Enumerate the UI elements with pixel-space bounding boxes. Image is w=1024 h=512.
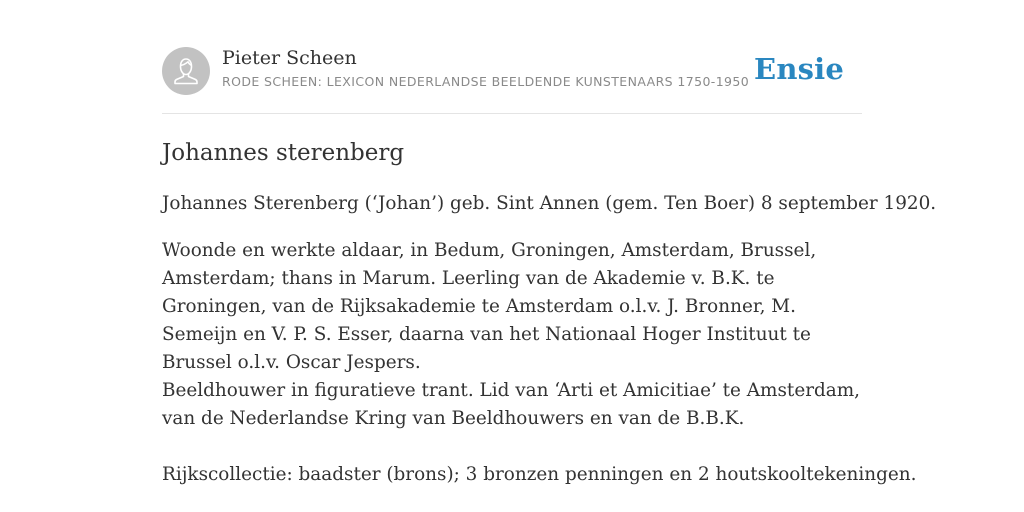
user-silhouette-icon <box>162 47 210 95</box>
article-paragraph: Rijkscollectie: baadster (brons); 3 bronzen penningen en 2 houtskooltekeningen. <box>162 464 917 485</box>
ensie-logo[interactable]: Ensie <box>754 52 844 86</box>
article-paragraph: Beeldhouwer in figuratieve trant. Lid van ‘Arti et Amicitiae’ te Amsterdam, van de Nederlandse Kring van Beeldhouwers en van de B.B.K. <box>162 380 861 429</box>
article-paragraph: Johannes Sterenberg (‘Johan’) geb. Sint Annen (gem. Ten Boer) 8 september 1920. <box>162 193 937 214</box>
author-avatar[interactable] <box>162 47 210 95</box>
header-divider <box>162 113 862 114</box>
source-title[interactable]: RODE SCHEEN: LEXICON NEDERLANDSE BEELDENDE KUNSTENAARS 1750-1950 <box>222 74 750 89</box>
article-header <box>162 46 862 96</box>
article-card <box>162 0 937 512</box>
author-name[interactable]: Pieter Scheen <box>222 47 357 69</box>
article-paragraph: Woonde en werkte aldaar, in Bedum, Groningen, Amsterdam, Brussel, Amsterdam; thans in Marum. Leerling van de Akademie v. B.K. te Groningen, van de Rijksakademie te Amsterdam o.l.v. J. Bronner, M. Semeijn en V. P. S. Esser, daarna van het Nationaal Hoger Instituut te Brussel o.l.v. Oscar Jespers. <box>162 240 817 373</box>
article-title: Johannes sterenberg <box>162 140 405 166</box>
